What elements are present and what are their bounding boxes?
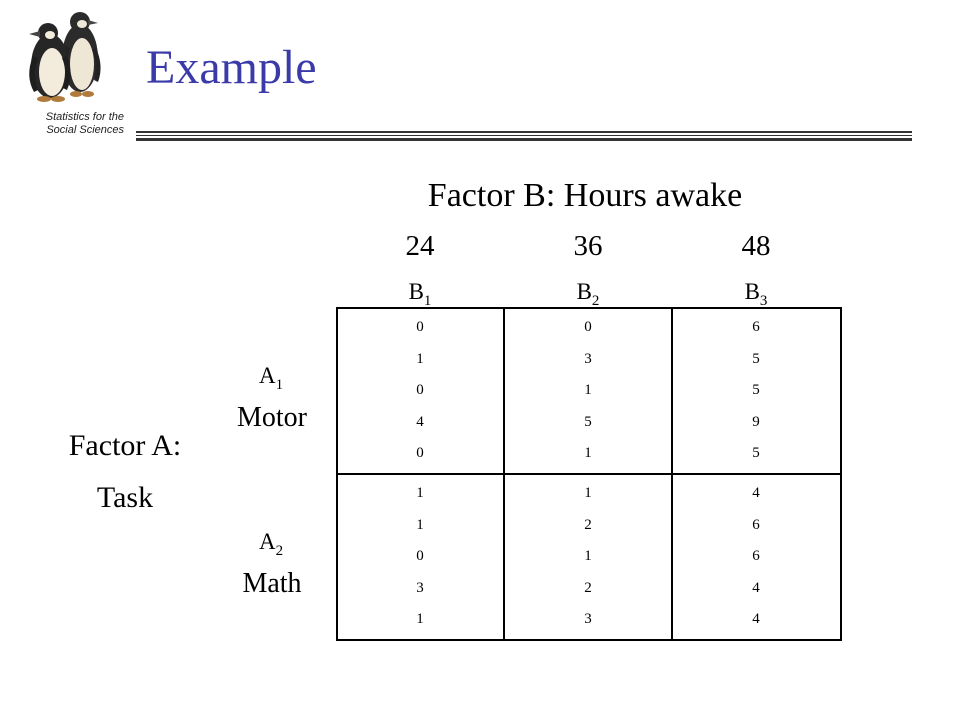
cell-value: 6 xyxy=(752,548,760,564)
row-name-motor: Motor xyxy=(237,402,307,433)
factor-a-title-line-2: Task xyxy=(96,481,154,514)
row-level-letter: A xyxy=(258,529,276,554)
cell-value: 5 xyxy=(752,382,760,398)
cell-value: 1 xyxy=(416,485,424,501)
row-level-subscript: 2 xyxy=(275,543,284,559)
row-level-a1 xyxy=(236,362,306,393)
cell-a1-b2 xyxy=(505,312,671,470)
row-name-math: Math xyxy=(242,568,302,599)
cell-value: 9 xyxy=(752,413,760,430)
cell-value: 4 xyxy=(752,485,760,501)
header-rule-middle xyxy=(136,135,912,136)
cell-value: 3 xyxy=(584,350,592,367)
factor-b-title: Factor B: Hours awake xyxy=(427,177,743,214)
column-level-subscript: 2 xyxy=(591,293,600,309)
logo-caption xyxy=(8,111,124,137)
factor-a-title-line-1: Factor A: xyxy=(68,429,182,462)
cell-value: 0 xyxy=(416,548,424,564)
cell-value: 1 xyxy=(584,445,592,461)
cell-value: 5 xyxy=(752,350,760,367)
cell-a2-b2 xyxy=(505,478,671,636)
column-hours-3: 48 xyxy=(741,230,771,262)
column-level-b2 xyxy=(504,278,672,309)
header-rule-bottom xyxy=(136,138,912,141)
slide-title: Example xyxy=(146,41,317,94)
row-level-letter: A xyxy=(258,363,276,388)
cell-a2-b1 xyxy=(337,478,503,636)
logo-caption-line-2: Social Sciences xyxy=(46,124,124,136)
cell-a2-b3 xyxy=(673,478,839,636)
column-level-letter: B xyxy=(744,279,760,304)
column-level-b1 xyxy=(336,278,504,309)
cell-value: 2 xyxy=(584,579,592,596)
cell-value: 1 xyxy=(416,350,424,367)
cell-value: 1 xyxy=(416,516,424,533)
table-row-divider xyxy=(336,473,842,475)
column-level-b3 xyxy=(672,278,840,309)
row-level-a2 xyxy=(236,528,306,559)
row-level-subscript: 1 xyxy=(275,377,284,393)
cell-value: 0 xyxy=(416,319,424,335)
cell-value: 5 xyxy=(584,413,592,430)
cell-value: 3 xyxy=(584,611,592,627)
cell-value: 6 xyxy=(752,516,760,533)
column-level-subscript: 3 xyxy=(759,293,768,309)
cell-value: 4 xyxy=(416,413,424,430)
cell-value: 6 xyxy=(752,319,760,335)
header-rule-top xyxy=(136,131,912,133)
column-level-letter: B xyxy=(576,279,592,304)
column-level-subscript: 1 xyxy=(423,293,432,309)
cell-a1-b1 xyxy=(337,312,503,470)
cell-value: 0 xyxy=(416,382,424,398)
column-hours-2: 36 xyxy=(573,230,603,262)
cell-value: 5 xyxy=(752,445,760,461)
penguins-logo xyxy=(10,6,120,106)
cell-a1-b3 xyxy=(673,312,839,470)
cell-value: 4 xyxy=(752,611,760,627)
logo-caption-line-1: Statistics for the xyxy=(45,111,124,123)
penguins-logo-icon xyxy=(10,6,120,106)
cell-value: 1 xyxy=(584,382,592,398)
cell-value: 3 xyxy=(416,579,424,596)
column-hours-1: 24 xyxy=(405,230,435,262)
column-level-letter: B xyxy=(408,279,424,304)
cell-value: 0 xyxy=(416,445,424,461)
cell-value: 1 xyxy=(584,485,592,501)
cell-value: 1 xyxy=(584,548,592,564)
cell-value: 4 xyxy=(752,579,760,596)
cell-value: 1 xyxy=(416,611,424,627)
cell-value: 2 xyxy=(584,516,592,533)
cell-value: 0 xyxy=(584,319,592,335)
